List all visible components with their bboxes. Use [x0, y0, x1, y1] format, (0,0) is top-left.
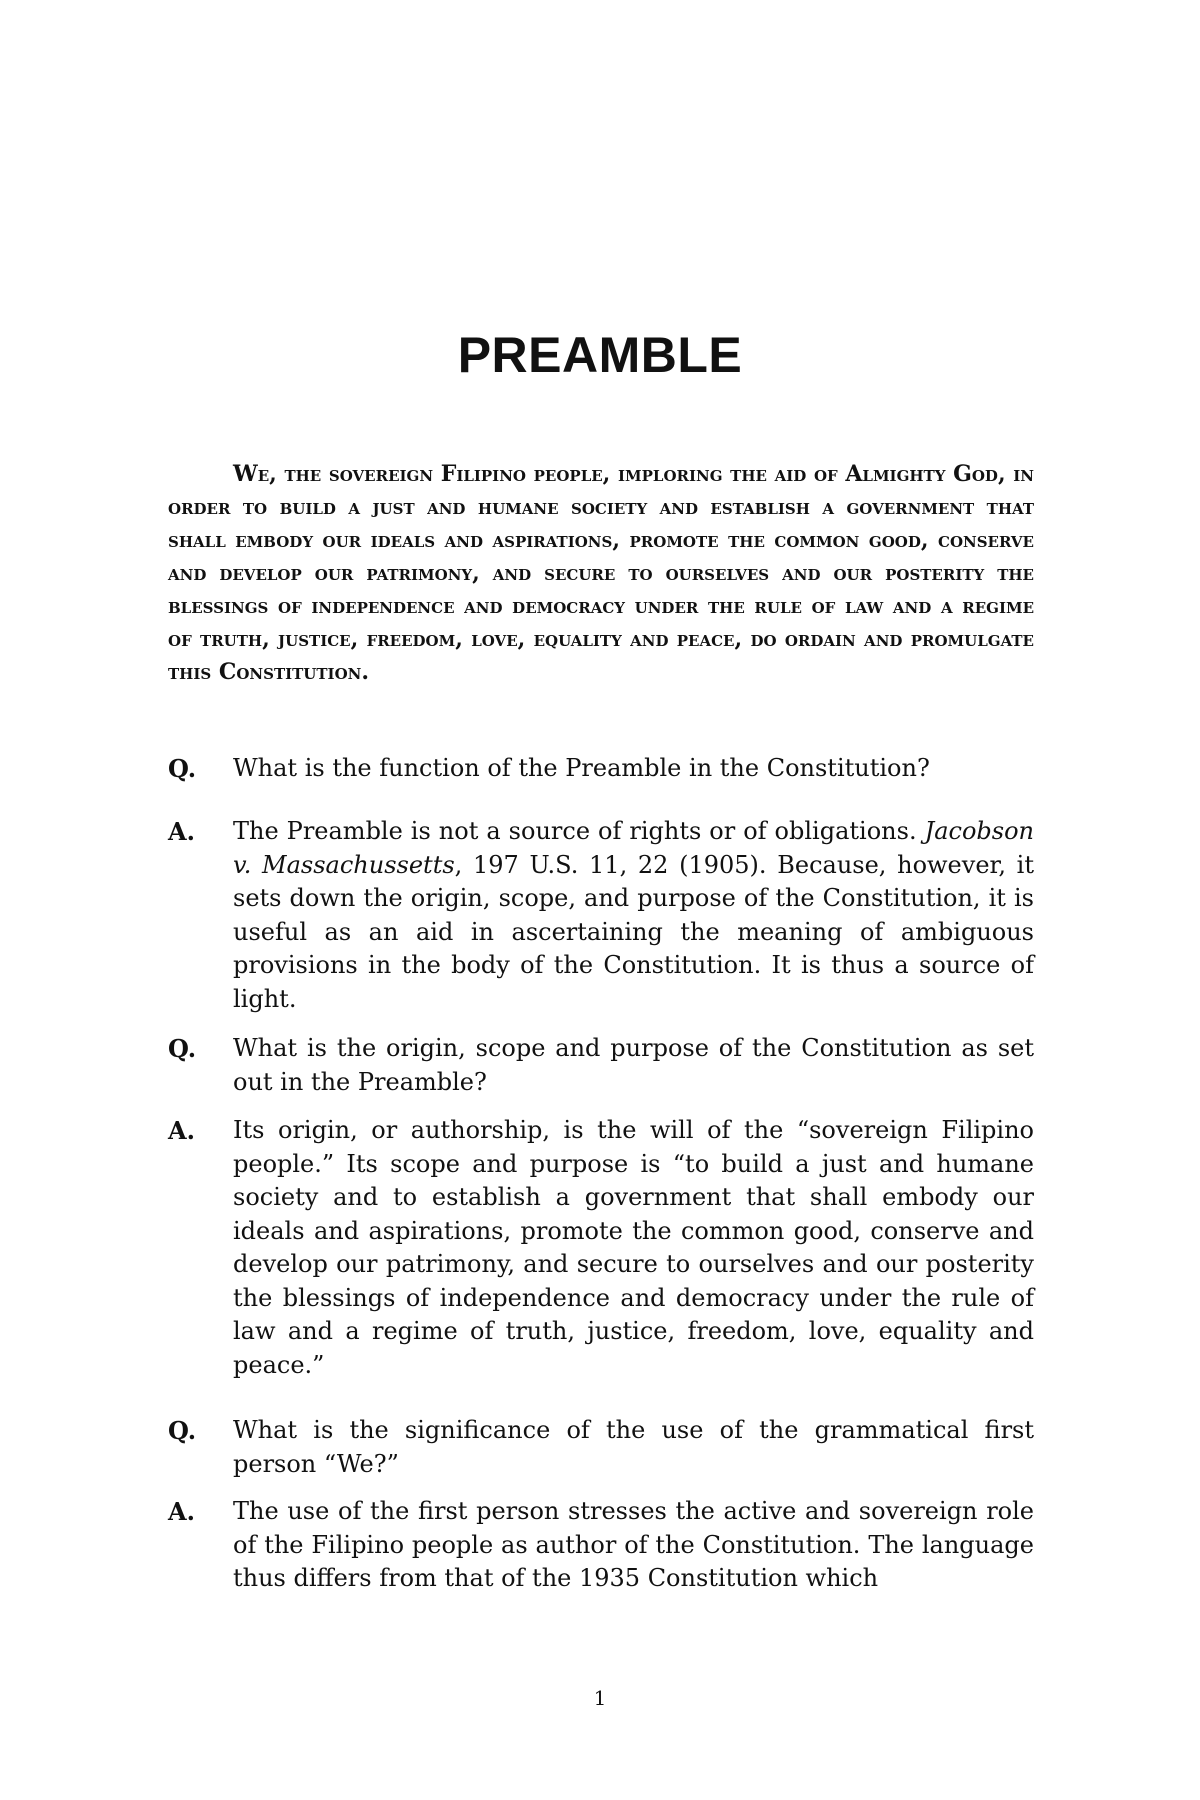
answer-text: [233, 815, 1034, 1016]
answer-2: [168, 1114, 1034, 1382]
answer-text: Its origin, or authorship, is the will of the “sovereign Filipino people.” Its scope and purpose is “to build a just and humane society and to establish a government that shall embody our ideals and aspirations, promote the common good, conserve and develop our patrimony, and secure to ourselves and our posterity the blessings of independence and democracy under the rule of law and a regime of truth, justice, freedom, love, equality and peace.”: [233, 1116, 1034, 1379]
question-text: What is the function of the Preamble in the Constitution?: [233, 754, 930, 782]
case-citation: Jacobson v. Massachussetts: [233, 817, 1034, 879]
preamble-text: We, the sovereign Filipino people, imploring the aid of Almighty God, in order to build a just and humane society and establish a government that shall embody our ideals and aspirations, promote the common good, conserve and develop our patrimony, and secure to ourselves and our posterity the blessings of independence and democracy under the rule of law and a regime of truth, justice, freedom, love, equality and peace, do ordain and promulgate this Constitution.: [168, 461, 1034, 685]
question-label: Q.: [168, 1416, 197, 1445]
answer-text-part: The Preamble is not a source of rights or of obligations.: [233, 817, 917, 845]
page-title: PREAMBLE: [457, 327, 743, 383]
question-text: What is the origin, scope and purpose of the Constitution as set out in the Preamble?: [233, 1034, 1034, 1096]
question-label: Q.: [168, 754, 197, 783]
answer-label: A.: [168, 1116, 195, 1145]
answer-3: [168, 1495, 1034, 1596]
question-1: [168, 752, 1034, 786]
question-2: [168, 1032, 1034, 1099]
answer-label: A.: [168, 817, 195, 846]
answer-text-part: , 197 U.S. 11, 22 (1905). Because, however, it sets down the origin, scope, and purpose of the Constitution, it is useful as an aid in ascertaining the meaning of ambiguous provisions in the body of the Constitution. It is thus a source of light.: [233, 850, 1034, 1013]
question-label: Q.: [168, 1034, 197, 1063]
question-text: What is the significance of the use of the grammatical first person “We?”: [233, 1416, 1034, 1478]
page-number: 1: [593, 1686, 607, 1710]
answer-1: [168, 815, 1034, 1016]
answer-text: The use of the first person stresses the active and sovereign role of the Filipino people as author of the Constitution. The language thus differs from that of the 1935 Constitution which: [233, 1497, 1034, 1592]
answer-label: A.: [168, 1497, 195, 1526]
question-3: [168, 1414, 1034, 1481]
